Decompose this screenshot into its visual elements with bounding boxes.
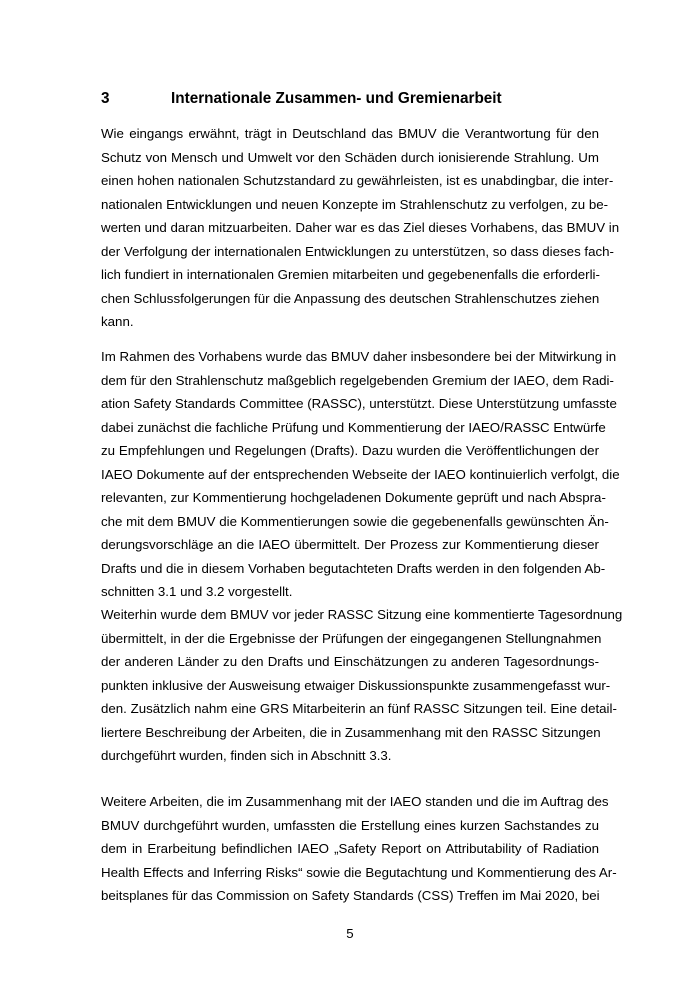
text-line: Weitere Arbeiten, die im Zusammenhang mit der IAEO standen und die im Auftrag des: [101, 794, 609, 809]
text-line: dem in Erarbeitung befindlichen IAEO „Safety Report on Attributability of Radiation: [101, 841, 599, 856]
text-line: dabei zunächst die fachliche Prüfung und Kommentierung der IAEO/RASSC Entwürfe: [101, 419, 606, 435]
text-line: Drafts und die in diesem Vorhaben begutachteten Drafts werden in den folgenden Ab-: [101, 560, 606, 576]
text-line: BMUV durchgeführt wurden, umfassten die Erstellung eines kurzen Sachstandes zu: [101, 817, 599, 833]
section-heading: [101, 89, 601, 109]
text-line: dem für den Strahlenschutz maßgeblich regelgebenden Gremium der IAEO, dem Radi-: [101, 372, 614, 388]
text-line: chen Schlussfolgerungen für die Anpassung des deutschen Strahlenschutzes ziehen: [101, 290, 600, 306]
text-line: kann.: [101, 314, 134, 329]
text-line: punkten inklusive der Ausweisung etwaiger Diskussionspunkte zusammengefasst wur-: [101, 677, 611, 693]
text-line: schnitten 3.1 und 3.2 vorgestellt.: [101, 584, 293, 599]
section-number: 3: [101, 90, 110, 107]
text-line: Health Effects and Inferring Risks“ sowie die Begutachtung und Kommentierung des Ar-: [101, 864, 617, 880]
text-line: IAEO Dokumente auf der entsprechenden Webseite der IAEO kontinuierlich verfolgt, die: [101, 466, 620, 482]
paragraph-further-work: [101, 790, 617, 908]
text-line: Wie eingangs erwähnt, trägt in Deutschland das BMUV die Verantwortung für den: [101, 126, 599, 141]
text-line: che mit dem BMUV die Kommentierungen sowie die gegebenenfalls gewünschten Än-: [101, 513, 609, 529]
text-line: nationalen Entwicklungen und neuen Konzepte im Strahlenschutz zu verfolgen, zu be-: [101, 196, 609, 212]
text-line: derungsvorschläge an die IAEO übermittelt. Der Prozess zur Kommentierung dieser: [101, 537, 599, 552]
text-line: ation Safety Standards Committee (RASSC), unterstützt. Diese Unterstützung umfasste: [101, 396, 617, 411]
page-number: 5: [346, 926, 354, 941]
text-line: werten und daran mitzuarbeiten. Daher war es das Ziel dieses Vorhabens, das BMUV in: [101, 220, 620, 235]
text-line: einen hohen nationalen Schutzstandard zu gewährleisten, ist es unabdingbar, die inter-: [101, 173, 614, 188]
paragraph-intro: [101, 122, 620, 334]
text-line: zu Empfehlungen und Regelungen (Drafts). Dazu wurden die Veröffentlichungen der: [101, 443, 599, 458]
paragraph-agenda: [101, 603, 623, 768]
text-line: übermittelt, in der die Ergebnisse der Prüfungen der eingegangenen Stellungnahmen: [101, 630, 602, 646]
text-line: der anderen Länder zu den Drafts und Einschätzungen zu anderen Tagesordnungs-: [101, 654, 599, 669]
text-line: beitsplanes für das Commission on Safety Standards (CSS) Treffen im Mai 2020, bei: [101, 888, 600, 903]
text-line: Schutz von Mensch und Umwelt vor den Schäden durch ionisierende Strahlung. Um: [101, 149, 599, 165]
section-title: Internationale Zusammen- und Gremienarbeit: [171, 90, 502, 107]
text-line: der Verfolgung der internationalen Entwicklungen zu unterstützen, so dass dieses fach-: [101, 243, 614, 259]
text-line: lich fundiert in internationalen Gremien mitarbeiten und gegebenenfalls die erforderli-: [101, 267, 600, 282]
text-line: relevanten, zur Kommentierung hochgeladenen Dokumente geprüft und nach Abspra-: [101, 490, 606, 505]
paragraph-rassc-support: [101, 345, 620, 604]
text-line: den. Zusätzlich nahm eine GRS Mitarbeiterin an fünf RASSC Sitzungen teil. Eine detail-: [101, 701, 617, 716]
text-line: Weiterhin wurde dem BMUV vor jeder RASSC Sitzung eine kommentierte Tagesordnung: [101, 607, 623, 622]
text-line: liertere Beschreibung der Arbeiten, die in Zusammenhang mit den RASSC Sitzungen: [101, 724, 601, 740]
text-line: Im Rahmen des Vorhabens wurde das BMUV daher insbesondere bei der Mitwirkung in: [101, 349, 617, 364]
text-line: durchgeführt wurden, finden sich in Abschnitt 3.3.: [101, 748, 392, 763]
